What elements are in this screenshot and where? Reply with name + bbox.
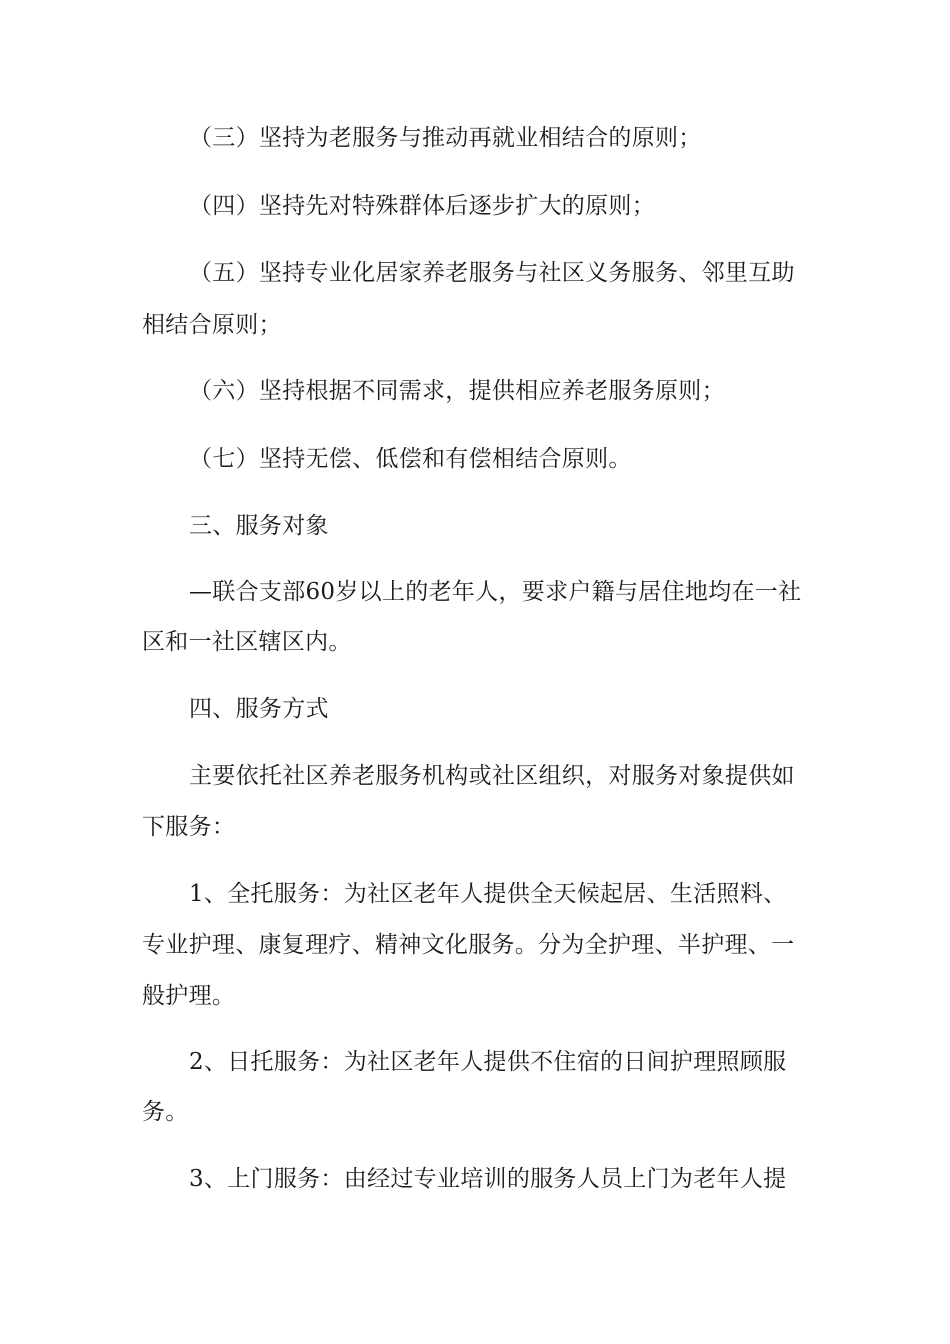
service-1-line-3: 般护理。 — [142, 983, 236, 1009]
service-2-line-2: 务。 — [142, 1099, 189, 1125]
service-target-line-2: 区和一社区辖区内。 — [142, 629, 352, 655]
service-2-line-1: 2、日托服务：为社区老年人提供不住宿的日间护理照顾服 — [189, 1049, 787, 1075]
principle-3: （三）坚持为老服务与推动再就业相结合的原则； — [189, 125, 702, 151]
section-heading-3: 三、服务对象 — [189, 513, 329, 539]
principle-5-line-2: 相结合原则； — [142, 312, 282, 338]
principle-4: （四）坚持先对特殊群体后逐步扩大的原则； — [189, 193, 655, 219]
service-mode-line-1: 主要依托社区养老服务机构或社区组织，对服务对象提供如 — [189, 763, 795, 789]
principle-7: （七）坚持无偿、低偿和有偿相结合原则。 — [189, 446, 632, 472]
principle-6: （六）坚持根据不同需求，提供相应养老服务原则； — [189, 378, 725, 404]
service-1-line-2: 专业护理、康复理疗、精神文化服务。分为全护理、半护理、一 — [142, 932, 795, 958]
service-mode-line-2: 下服务： — [142, 814, 236, 840]
service-1-line-1: 1、全托服务：为社区老年人提供全天候起居、生活照料、 — [189, 881, 787, 907]
section-heading-4: 四、服务方式 — [189, 696, 329, 722]
service-target-line-1: —联合支部60岁以上的老年人，要求户籍与居住地均在一社 — [189, 579, 802, 605]
service-3-line-1: 3、上门服务：由经过专业培训的服务人员上门为老年人提 — [189, 1166, 787, 1192]
principle-5-line-1: （五）坚持专业化居家养老服务与社区义务服务、邻里互助 — [189, 260, 795, 286]
